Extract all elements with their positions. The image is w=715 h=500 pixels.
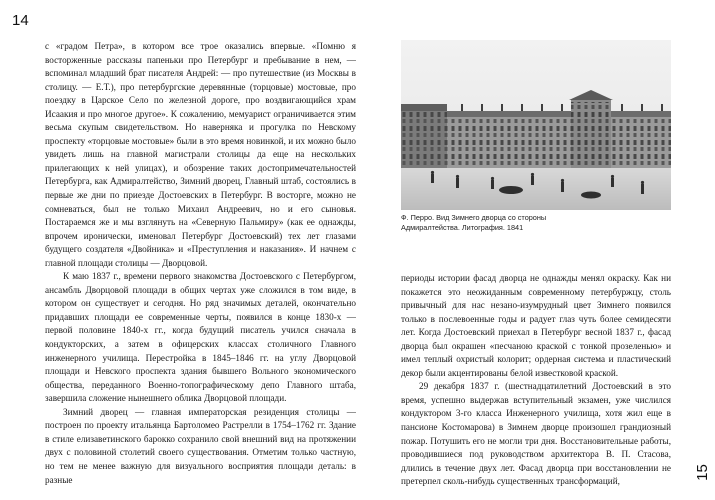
figure-caption	[401, 213, 671, 233]
paragraph: К маю 1837 г., времени первого знакомства Достоевского с Петербургом, ансамбль Дворцовой площади в общих чертах уже сложился в том виде, в котором он существует и сегодня. Но ряд значимых деталей, окончательно придавших площади ее современные черты, появился в конце 1830-х — первой половине 1840-х гг., когда будущий писатель учился сначала в кондукторских, а затем в офицерских классах столичного Главного инженерного училища. Перестройка в 1845–1846 гг. на углу Дворцовой площади и Невского проспекта здания бывшего Вольного экономического общества, переданного Военно-топографическому депо Главного штаба, завершила сложение нынешнего облика Дворцовой площади.	[45, 271, 356, 404]
caption-line: Адмиралтейства. Литография. 1841	[401, 223, 524, 232]
winter-palace-lithograph	[401, 40, 671, 210]
paragraph: с «градом Петра», в котором все трое оказались впервые. «Помню я восторженные рассказы папеньки про Петербург и пребывание в нем, — вспоминал младший брат писателя Андрей: — про путешествие (из Москвы в столицу. — Е.Т.), про петербургские деревянные (торцовые) мостовые, про поездку в Царское Село по железной дороге, про воздвигающийся храм Исаакия и про многое другое». К сожалению, мемуарист ограничивается этим весьма скупым свидетельством. Но наверняка и прогулка по Невскому проспекту «торцовые мостовые» были в это время новинкой, и их можно было увидеть лишь на главной магистрали столицы да еще на нескольких прилегающих к ней улицах), и обозрение таких достопримечательностей Петербурга, как Адмиралтейство, Зимний дворец, Главный штаб, состоялись в первые же дни по приезде Достоевских в Петербург. В восторге, можно не сомневаться, был не только Михаил Андреевич, но и его сыновья. Постараемся же и мы взглянуть на «Северную Пальмиру» (как ее однажды, впрочем иронически, именовал Петербург Достоевский) тех лет глазами будущего создателя «Двойника» и «Преступления и наказания». И начнем с главной площади столицы — Дворцовой.	[45, 41, 356, 268]
paragraph: 29 декабря 1837 г. (шестнадцатилетний Достоевский в это время, успешно выдержав вступительный экзамен, уже числился кондуктором 3-го класса Инженерного училища, хотя жил еще в пансионе Костомарова) в Зимнем дворце произошел грандиозный пожар. Потушить его не могли три дня. Восстановительные работы, проводившиеся под руководством архитектора В. П. Стасова, длились в течение двух лет. Фасад дворца при восстановлении не претерпел сколь-нибудь существенных трансформаций,	[401, 381, 671, 487]
page-number-left: 14	[12, 12, 29, 29]
page-number-right: 15	[694, 464, 712, 481]
text-column-right	[401, 272, 671, 489]
text-column-left	[45, 40, 356, 487]
paragraph: периоды истории фасад дворца не однажды менял окраску. Как ни покажется это неожиданным современному петербуржцу, столь привычный для нас незано-изумрудный цвет Зимнего появился только в послевоенные годы и радует глаз чуть более семидесяти лет. Когда Достоевский приехал в Петербург весной 1837 г., фасад дворца был окрашен «песчаною краской с тонкой прозеленью» и имел теплый охристый колорит; ордерная система и пластический декор были акцентированы белой известковой краской.	[401, 273, 671, 378]
caption-line: Ф. Перро. Вид Зимнего дворца со стороны	[401, 213, 547, 222]
paragraph: Зимний дворец — главная императорская резиденция столицы — построен по проекту итальянца Бартоломео Растрелли в 1754–1762 гг. Здание в стиле елизаветинского барокко сохранило свой внешний вид на протяжении двух с половиной столетий своего существования. Отметим только частную, но тем не менее важную для визуального восприятия площади деталь: в разные	[45, 406, 356, 485]
